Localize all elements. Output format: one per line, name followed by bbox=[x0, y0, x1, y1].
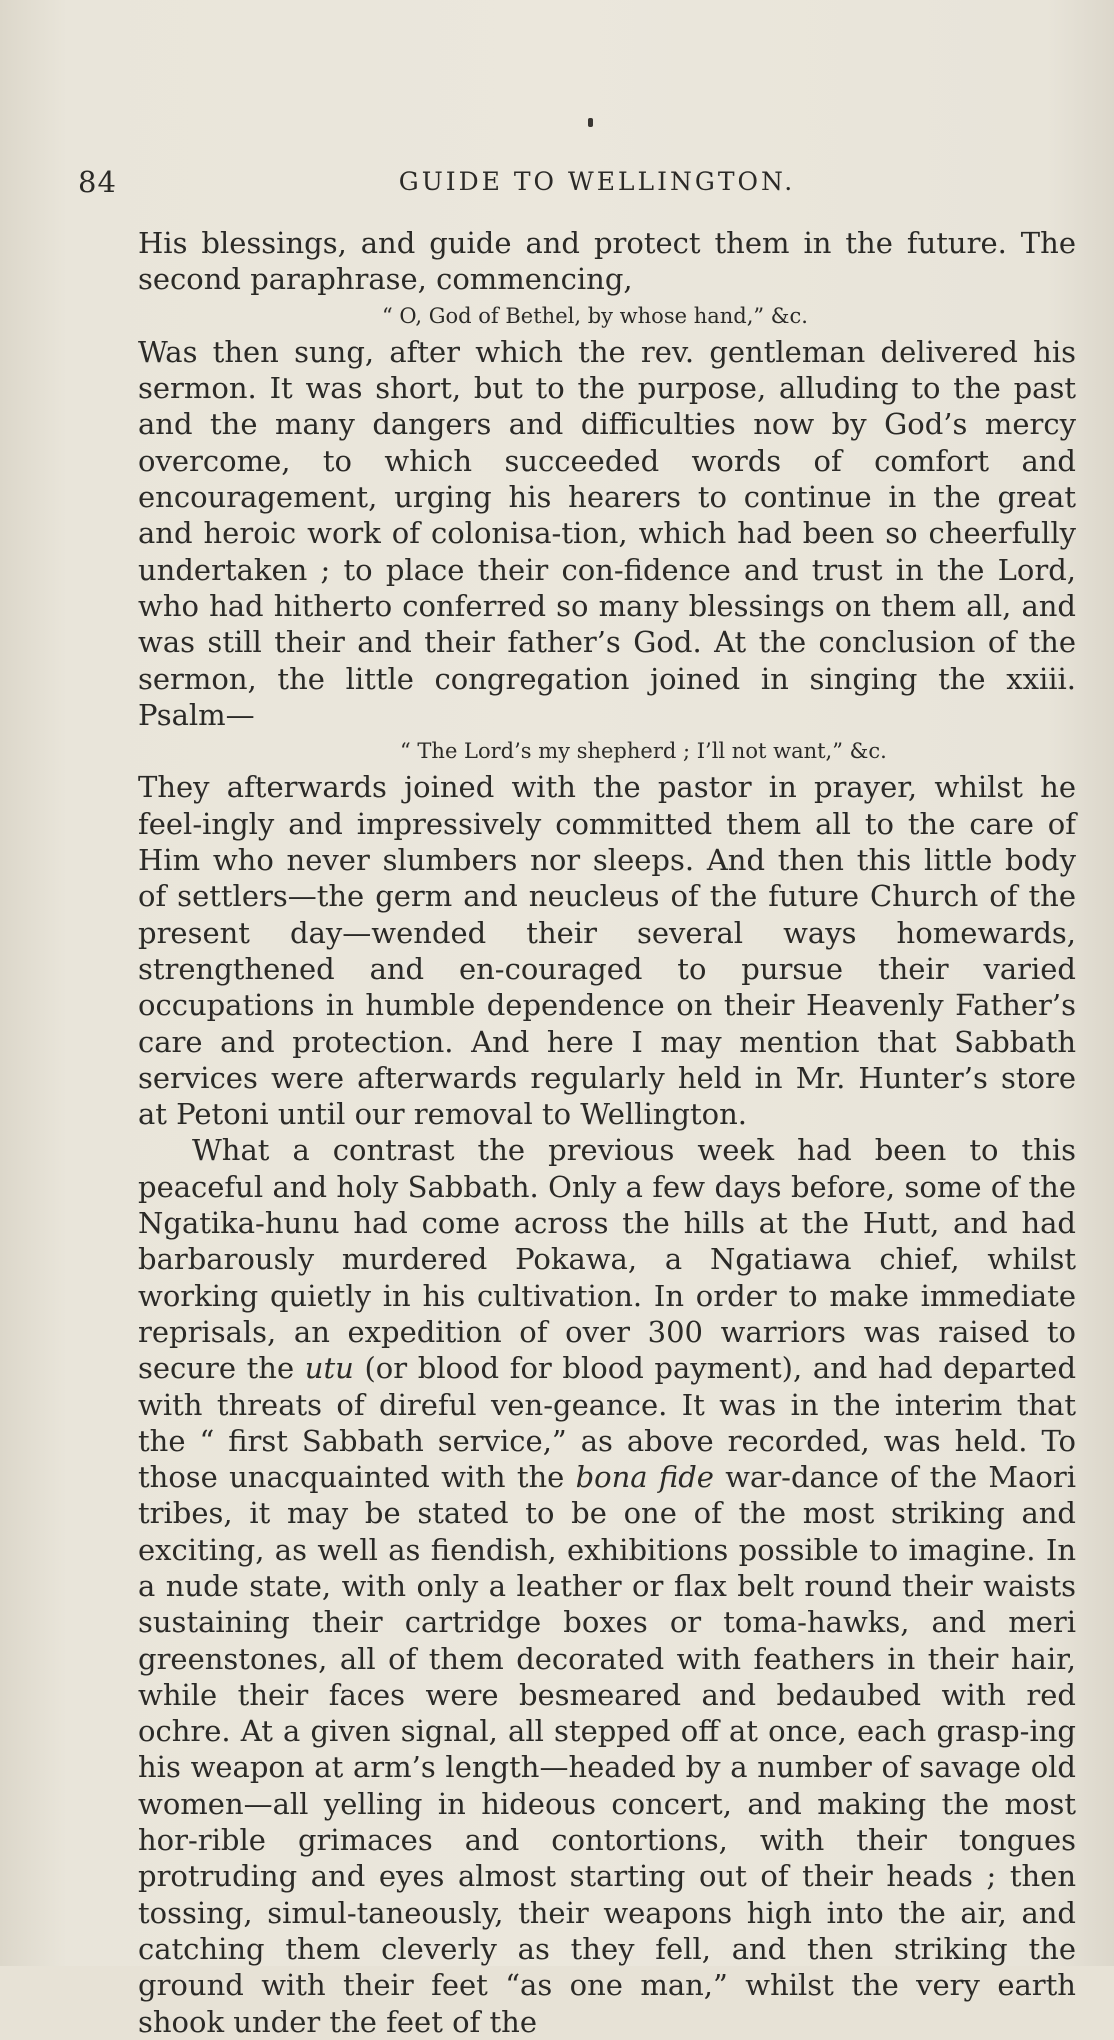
paragraph-4 bbox=[138, 1132, 1076, 2039]
paragraph-4-part-b: (or blood for blood payment), and had departed with threats of direful ven-geance. It was in the interim that the “ first Sabbath service,” as above recorded, was held. To those unacquainted with the bbox=[138, 1351, 1077, 1495]
paragraph-2: Was then sung, after which the rev. gentleman delivered his sermon. It was short, but to the purpose, alluding to the past and the many dangers and difficulties now by God’s mercy overcome, to which succeeded words of comfort and encouragement, urging his hearers to continue in the great and heroic work of colonisa-tion, which had been so cheerfully undertaken ; to place their con-fidence and trust in the Lord, who had hitherto conferred so many blessings on them all, and was still their and their father’s God. At the conclusion of the sermon, the little congregation joined in singing the xxiii. Psalm— bbox=[138, 334, 1076, 732]
ink-spot bbox=[588, 118, 593, 127]
paragraph-3: They afterwards joined with the pastor in prayer, whilst he feel-ingly and impressively committed them all to the care of Him who never slumbers nor sleeps. And then this little body of settlers—the germ and neucleus of the future Church of the present day—wended their several ways homewards, strengthened and en-couraged to pursue their varied occupations in humble dependence on their Heavenly Father’s care and protection. And here I may mention that Sabbath services were afterwards regularly held in Mr. Hunter’s store at Petoni until our removal to Wellington. bbox=[138, 770, 1076, 1132]
hymn-quote-1: “ O, God of Bethel, by whose hand,” &c. bbox=[382, 303, 808, 328]
body-text bbox=[138, 225, 1076, 2040]
paragraph-1: His blessings, and guide and protect them in the future. The second paraphrase, commencing, bbox=[138, 226, 1076, 297]
bona-fide-term: bona fide bbox=[575, 1460, 714, 1495]
paragraph-4-part-a: What a contrast the previous week had been to this peaceful and holy Sabbath. Only a few days before, some of the Ngatika-hunu had come across the hills at the Hutt, and had barbarously murdered Pokawa, a Ngatiawa chief, whilst working quietly in his cultivation. In order to make immediate reprisals, an expedition of over 300 warriors was raised to secure the bbox=[138, 1133, 1076, 1386]
running-title: GUIDE TO WELLINGTON. bbox=[398, 167, 796, 196]
page-number: 84 bbox=[78, 165, 117, 199]
psalm-quote: “ The Lord’s my shepherd ; I’ll not want,” &c. bbox=[400, 739, 887, 764]
utu-term: utu bbox=[304, 1351, 354, 1386]
page-header bbox=[70, 165, 1084, 205]
paragraph-4-part-c: war-dance of the Maori tribes, it may be stated to be one of the most striking and exciting, as well as fiendish, exhibitions possible to imagine. In a nude state, with only a leather or flax belt round their waists sustaining their cartridge boxes or toma-hawks, and meri greenstones, all of them decorated with feathers in their hair, while their faces were besmeared and bedaubed with red ochre. At a given signal, all stepped off at once, each grasp-ing his weapon at arm’s length—headed by a number of savage old women—all yelling in hideous concert, and making the most hor-rible grimaces and contortions, with their tongues protruding and eyes almost starting out of their heads ; then tossing, simul-taneously, their weapons high into the air, and catching them cleverly as they fell, and then striking the ground with their feet “as one man,” whilst the very earth shook under the feet of the bbox=[138, 1460, 1076, 2039]
